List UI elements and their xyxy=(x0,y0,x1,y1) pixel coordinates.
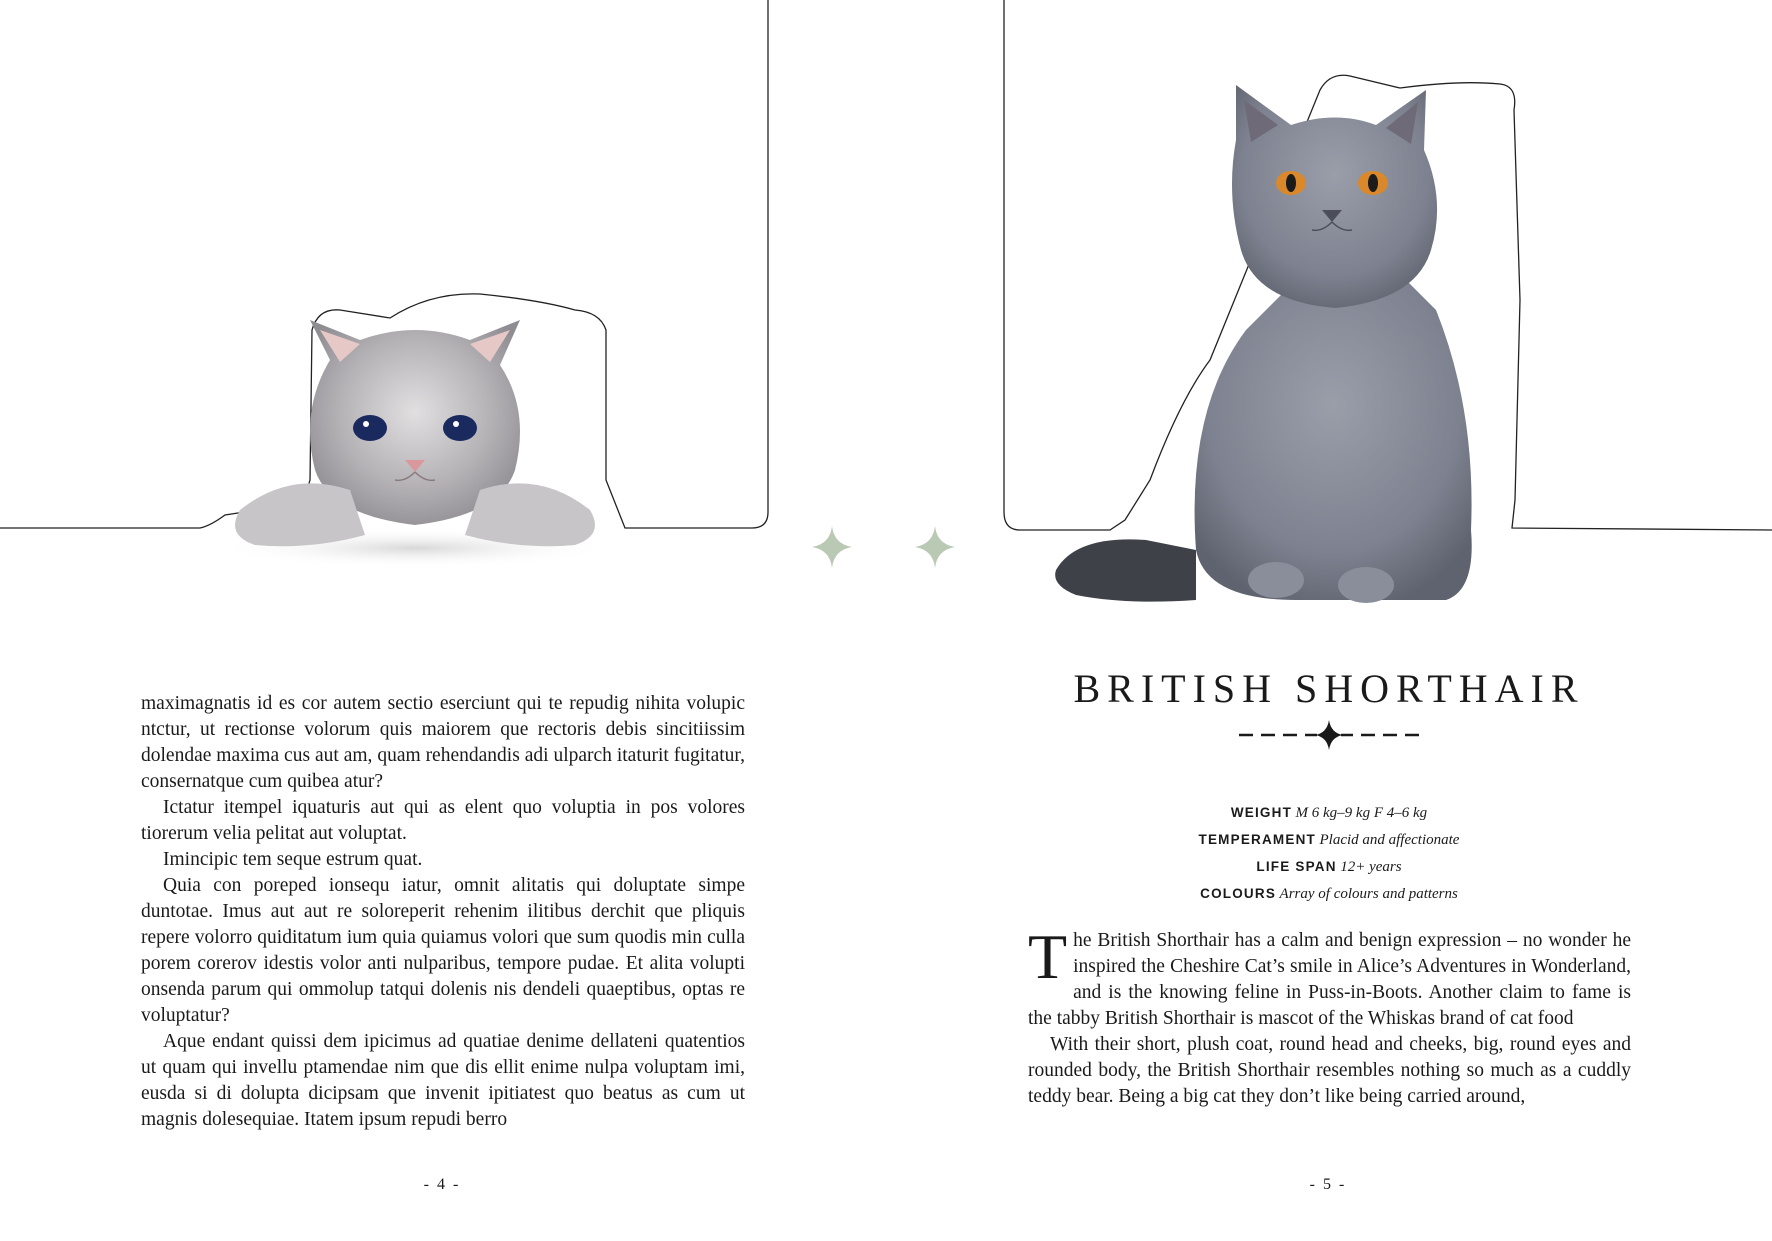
fact-key: WEIGHT xyxy=(1230,805,1293,820)
sparkle-icon xyxy=(812,526,852,568)
breed-facts xyxy=(886,800,1772,908)
fact-value: 12+ years xyxy=(1340,859,1402,875)
paragraph xyxy=(1028,921,1631,1032)
divider-ornament-icon xyxy=(1239,720,1419,750)
fact-key: COLOURS xyxy=(1200,886,1277,901)
right-page xyxy=(886,0,1772,1241)
paragraph: With their short, plush coat, round head and cheeks, big, round eyes and rounded body, the British Shorthair resembles nothing so much as a cuddly teddy bear. Being a big cat they don’t like being carried around, xyxy=(1028,1034,1631,1107)
fact-key: TEMPERAMENT xyxy=(1198,832,1316,847)
drop-cap: T xyxy=(1028,921,1068,992)
fact-colours xyxy=(886,881,1772,908)
fact-life-span xyxy=(886,854,1772,881)
fact-value: M 6 kg–9 kg F 4–6 kg xyxy=(1295,805,1428,821)
paragraph: Aque endant quissi dem ipicimus ad quatiae denime dellateni quatentios ut quam qui invellu ptamendae nim que dis ellit enime nulpa voluptam imi, eusda si di dolupta dicipsam que invenit ipitiatest quo beatus as cum ut magnis dolesequiae. Itatem ipsum repudi berro xyxy=(141,1031,745,1130)
fact-value: Array of colours and patterns xyxy=(1279,886,1458,902)
paragraph: Ictatur itempel iquaturis aut qui as elent quo voluptia in pos volores tiorerum velia pelitat aut voluptat. xyxy=(141,797,745,844)
paragraph-text: he British Shorthair has a calm and benign expression – no wonder he inspired the Cheshire Cat’s smile in Alice’s Adventures in Wonderland, and is the knowing feline in Puss-in-Boots. Another claim to fame is the tabby British Shorthair is mascot of the Whiskas brand of cat food xyxy=(1028,930,1631,1029)
right-body-text xyxy=(1028,921,1631,1110)
paragraph: Imincipic tem seque estrum quat. xyxy=(163,849,423,870)
grey-cat-photo-icon xyxy=(1046,80,1526,610)
fact-key: LIFE SPAN xyxy=(1256,859,1337,874)
fact-value: Placid and affectionate xyxy=(1319,832,1460,848)
paragraph: Quia con poreped ionsequ iatur, omnit alitatis qui doluptate simpe duntotae. Imus aut aut re soloreperit rehenim ilitibus derchit que pliquis repere volorro quiditatum ium quia quiamus volori que sum quodis min culla porem corerov idestis volor anti nulparibus, tempore pudae. Et alita volupti onsenda parum qui ommolup tatqui dolenis nis dendeli quaeptibus, optas re voluptatur? xyxy=(141,875,745,1026)
page-title: BRITISH SHORTHAIR xyxy=(1073,665,1585,711)
fact-temperament xyxy=(886,827,1772,854)
kitten-photo-icon xyxy=(200,300,630,570)
page-number-right: - 5 - xyxy=(1309,1176,1347,1193)
fact-weight xyxy=(886,800,1772,827)
paragraph: maximagnatis id es cor autem sectio eserciunt qui te repudig nihita volupic ntctur, ut rectionse volorum quis maiorem que rectoris debis sincitiissim dolendae maxima cus aut am, quam rehendandis adi ulparch itaturit fugitatur, consernatque cum quibea atur? xyxy=(141,693,745,792)
page-number-left: - 4 - xyxy=(423,1176,461,1193)
left-body-text xyxy=(141,691,745,1133)
